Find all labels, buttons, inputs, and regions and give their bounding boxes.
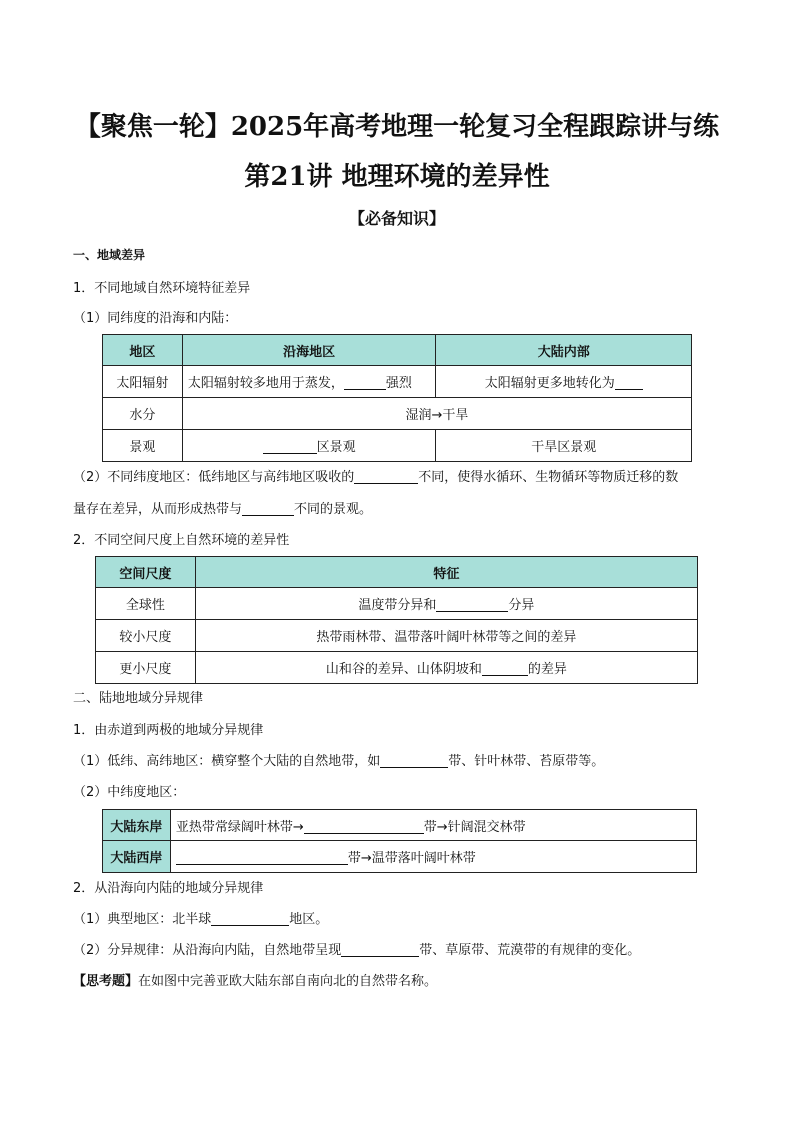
table1-cell: 湿润→干旱 (182, 398, 691, 430)
table3-row-label-west: 大陆西岸 (103, 841, 171, 873)
table2-row-label: 全球性 (96, 588, 196, 620)
fill-blank[interactable] (242, 501, 294, 516)
table1-cell: 太阳辐射更多地转化为 (436, 366, 692, 398)
part2-sub1: 1．由赤道到两极的地域分异规律 (73, 723, 264, 738)
table2-row-label: 较小尺度 (96, 620, 196, 652)
table1-header-inland: 大陆内部 (436, 335, 692, 366)
part1-item2-line2: 量存在差异，从而形成热带与 不同的景观。 (73, 502, 373, 517)
fill-blank[interactable] (341, 942, 419, 957)
table1-cell: 区景观 (182, 430, 436, 462)
fill-blank[interactable] (344, 375, 386, 390)
part2-heading: 二、陆地地域分异规律 (73, 691, 204, 706)
doc-title: 【聚焦一轮】2025年高考地理一轮复习全程跟踪讲与练 (74, 112, 720, 142)
think-label: 【思考题】 (73, 974, 139, 989)
table1-row-label: 太阳辐射 (103, 366, 183, 398)
table3-row-label-east: 大陆东岸 (103, 810, 171, 841)
table2-header-feature: 特征 (195, 557, 697, 588)
fill-blank[interactable] (615, 375, 643, 390)
table2-header-scale: 空间尺度 (96, 557, 196, 588)
part1-heading: 一、地域差异 (73, 248, 146, 262)
table1-header-region: 地区 (103, 335, 183, 366)
table-same-latitude (102, 334, 692, 462)
part2-item3: （1）典型地区：北半球 地区。 (73, 912, 329, 927)
table1-row-label: 景观 (103, 430, 183, 462)
part1-item2-line1: （2）不同纬度地区：低纬地区与高纬地区吸收的 不同，使得水循环、生物循环等物质迁移的数 (73, 470, 679, 485)
table2-cell: 山和谷的差异、山体阴坡和 的差异 (195, 652, 697, 684)
table1-header-coast: 沿海地区 (182, 335, 436, 366)
think-question (73, 973, 437, 991)
fill-blank[interactable] (304, 819, 424, 834)
fill-blank[interactable] (176, 850, 348, 865)
table2-cell: 热带雨林带、温带落叶阔叶林带等之间的差异 (195, 620, 697, 652)
section-title: 【必备知识】 (348, 209, 445, 228)
table1-cell: 干旱区景观 (436, 430, 692, 462)
part2-item4: （2）分异规律：从沿海向内陆，自然地带呈现 带、草原带、荒漠带的有规律的变化。 (73, 943, 641, 958)
fill-blank[interactable] (211, 911, 289, 926)
table-spatial-scale (95, 556, 698, 684)
lecture-title: 第21讲 地理环境的差异性 (244, 162, 550, 192)
fill-blank[interactable] (482, 661, 528, 676)
part2-item1: （1）低纬、高纬地区：横穿整个大陆的自然地带，如 带、针叶林带、苔原带等。 (73, 754, 605, 769)
table3-cell-west: 带→温带落叶阔叶林带 (170, 841, 696, 873)
fill-blank[interactable] (354, 469, 418, 484)
part2-sub2: 2．从沿海向内陆的地域分异规律 (73, 881, 264, 896)
table1-row-label: 水分 (103, 398, 183, 430)
table-mid-latitude (102, 809, 697, 873)
table2-cell: 温度带分异和 分异 (195, 588, 697, 620)
part1-item1: （1）同纬度的沿海和内陆： (73, 311, 238, 326)
fill-blank[interactable] (263, 439, 317, 454)
fill-blank[interactable] (380, 753, 448, 768)
part1-sub1: 1．不同地域自然环境特征差异 (73, 281, 251, 296)
table2-row-label: 更小尺度 (96, 652, 196, 684)
fill-blank[interactable] (436, 597, 508, 612)
table1-cell: 太阳辐射较多地用于蒸发， 强烈 (182, 366, 436, 398)
think-text: 在如图中完善亚欧大陆东部自南向北的自然带名称。 (138, 974, 438, 989)
part2-item2: （2）中纬度地区： (73, 785, 186, 800)
table3-cell-east: 亚热带常绿阔叶林带→ 带→针阔混交林带 (170, 810, 696, 841)
part1-sub2: 2．不同空间尺度上自然环境的差异性 (73, 533, 290, 548)
